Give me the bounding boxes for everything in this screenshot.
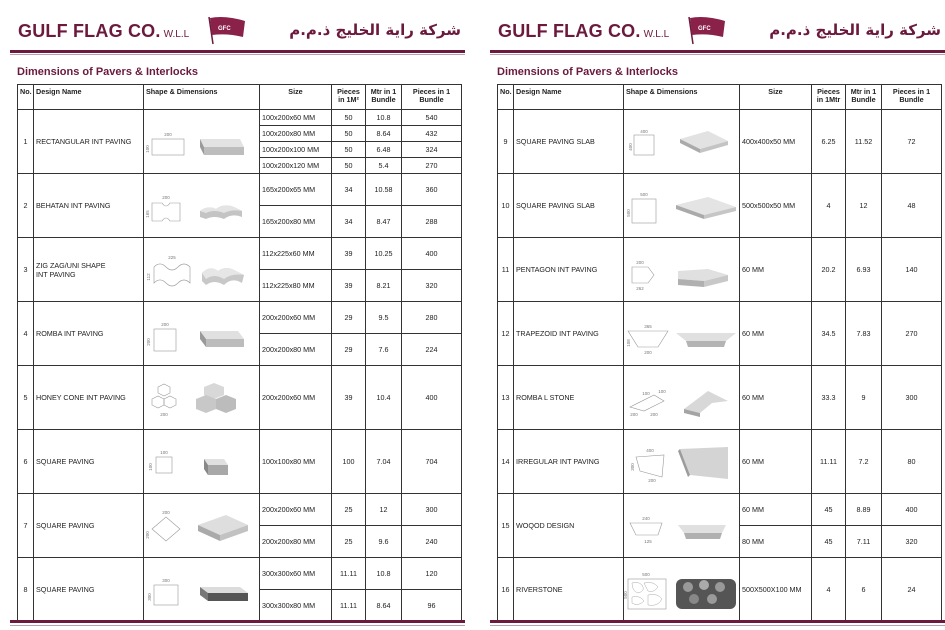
table-header-row: [498, 85, 942, 110]
dimension-label: 100: [145, 144, 150, 153]
cell-mtr: 9.5: [366, 302, 402, 334]
header-rule-thin: [490, 54, 945, 55]
dimension-label: 200: [162, 194, 170, 200]
cell-mtr: 7.04: [366, 430, 402, 494]
dimension-label: 400: [640, 128, 648, 134]
paver-shape-drawing: [624, 367, 740, 429]
table-header-row: [18, 85, 462, 110]
design-name: ROMBA INT PAVING: [34, 302, 144, 366]
cell-pieces: 34.5: [812, 302, 846, 366]
paver-3d-icon: [196, 383, 236, 413]
cell-mtr: 8.47: [366, 206, 402, 238]
dimension-label: 262: [636, 285, 644, 291]
dimension-label: 200: [146, 337, 151, 346]
paver-shape-drawing: [624, 175, 740, 237]
svg-text:GFC: GFC: [698, 26, 711, 32]
paver-3d-icon: [200, 331, 244, 347]
cell-bundle: 320: [402, 270, 462, 302]
cell-pieces: 25: [332, 526, 366, 558]
dimension-label: 200: [164, 131, 172, 137]
shape-dimensions: [144, 494, 260, 558]
shape-dimensions: [624, 494, 740, 558]
cell-bundle: 120: [402, 558, 462, 590]
arabic-brand-name: شركة راية الخليج ذ.م.م: [769, 21, 941, 39]
row-number: 3: [18, 238, 34, 302]
shape-dimensions: [624, 174, 740, 238]
cell-bundle: 320: [882, 526, 942, 558]
row-number: 14: [498, 430, 514, 494]
cell-bundle: 80: [882, 430, 942, 494]
cell-mtr: 6.93: [846, 238, 882, 302]
dimension-label: 108: [626, 338, 631, 347]
cell-bundle: 360: [402, 174, 462, 206]
cell-pieces: 50: [332, 142, 366, 158]
cell-pieces: 20.2: [812, 238, 846, 302]
cell-size: 200x200x60 MM: [260, 494, 332, 526]
cell-pieces: 39: [332, 270, 366, 302]
left-page: [10, 0, 465, 630]
paver-shape-drawing: [144, 239, 260, 301]
cell-pieces: 50: [332, 126, 366, 142]
cell-mtr: 10.4: [366, 366, 402, 430]
paver-shape-drawing: [144, 559, 260, 621]
pavers-table-left: [17, 84, 462, 622]
paver-shape-drawing: [624, 303, 740, 365]
header-rule: [10, 50, 465, 53]
cell-mtr: 6: [846, 558, 882, 622]
dimension-label: 500: [642, 571, 650, 577]
row-number: 6: [18, 430, 34, 494]
table-row: [18, 430, 462, 494]
paver-shape-drawing: [624, 559, 740, 621]
row-number: 7: [18, 494, 34, 558]
col-pieces: Pieces in 1Mtr: [812, 85, 846, 110]
cell-bundle: 300: [402, 494, 462, 526]
cell-bundle: 288: [402, 206, 462, 238]
cell-size: 165x200x65 MM: [260, 174, 332, 206]
cell-size: 60 MM: [740, 366, 812, 430]
brand-name: GULF FLAG CO. W.L.L: [18, 21, 190, 41]
cell-size: 100x200x100 MM: [260, 142, 332, 158]
design-name: ZIG ZAG/UNI SHAPE INT PAVING: [34, 238, 144, 302]
flag-logo-icon: [205, 15, 249, 45]
cell-bundle: 48: [882, 174, 942, 238]
cell-mtr: 11.52: [846, 110, 882, 174]
page-header: [490, 12, 945, 46]
cell-mtr: 8.21: [366, 270, 402, 302]
cell-bundle: 96: [402, 590, 462, 622]
dimension-label: 240: [642, 515, 650, 521]
shape-dimensions: [624, 110, 740, 174]
shape-dimensions: [144, 174, 260, 238]
paver-3d-icon: [200, 587, 248, 601]
row-number: 2: [18, 174, 34, 238]
cell-bundle: 704: [402, 430, 462, 494]
col-shape: Shape & Dimensions: [144, 85, 260, 110]
flag-logo-icon: [685, 15, 729, 45]
dimension-label: 500: [623, 590, 628, 599]
dimension-label: 365: [644, 323, 652, 329]
cell-size: 165x200x80 MM: [260, 206, 332, 238]
page-header: [10, 12, 465, 46]
cell-size: 500x500x50 MM: [740, 174, 812, 238]
cell-mtr: 5.4: [366, 158, 402, 174]
design-name: SQUARE PAVING: [34, 430, 144, 494]
cell-pieces: 39: [332, 366, 366, 430]
col-no: No.: [18, 85, 34, 110]
dimension-label: 300: [147, 592, 152, 601]
cell-pieces: 4: [812, 558, 846, 622]
design-name: TRAPEZOID INT PAVING: [514, 302, 624, 366]
shape-dimensions: [144, 558, 260, 622]
paver-shape-drawing: [144, 175, 260, 237]
table-row: [18, 558, 462, 590]
paver-3d-icon: [204, 459, 228, 475]
cell-pieces: 25: [332, 494, 366, 526]
table-row: [498, 558, 942, 622]
cell-size: 100x200x120 MM: [260, 158, 332, 174]
paver-3d-icon: [676, 197, 736, 219]
cell-bundle: 540: [402, 110, 462, 126]
paver-3d-icon: [678, 447, 728, 479]
design-name: HONEY CONE INT PAVING: [34, 366, 144, 430]
table-row: [498, 430, 942, 494]
col-design-name: Design Name: [34, 85, 144, 110]
dimension-label: 500: [626, 208, 631, 217]
table-row: [18, 302, 462, 334]
design-name: SQUARE PAVING: [34, 558, 144, 622]
row-number: 9: [498, 110, 514, 174]
footer-rule: [490, 620, 945, 623]
dimension-label: 200: [145, 530, 150, 539]
design-name: BEHATAN INT PAVING: [34, 174, 144, 238]
row-number: 10: [498, 174, 514, 238]
table-row: [18, 174, 462, 206]
table-row: [498, 110, 942, 174]
dimension-label: 112: [146, 272, 151, 281]
dimension-label: 200: [630, 411, 638, 417]
cell-bundle: 300: [882, 366, 942, 430]
paver-shape-drawing: [624, 495, 740, 557]
design-name: PENTAGON INT PAVING: [514, 238, 624, 302]
cell-size: 200x200x60 MM: [260, 366, 332, 430]
dimension-label: 300: [630, 462, 635, 471]
paver-shape-drawing: [144, 431, 260, 493]
cell-mtr: 10.8: [366, 110, 402, 126]
header-rule-thin: [10, 54, 465, 55]
paver-3d-icon: [680, 131, 728, 153]
row-number: 13: [498, 366, 514, 430]
cell-pieces: 11.11: [332, 590, 366, 622]
cell-size: 100x200x80 MM: [260, 126, 332, 142]
col-mtr: Mtr in 1 Bundle: [846, 85, 882, 110]
paver-shape-drawing: [624, 431, 740, 493]
dimension-label: 100: [658, 388, 666, 394]
table-row: [498, 174, 942, 238]
dimension-label: 200: [160, 411, 168, 417]
footer-rule: [10, 620, 465, 623]
cell-size: 400x400x50 MM: [740, 110, 812, 174]
cell-pieces: 29: [332, 334, 366, 366]
col-pieces: Pieces in 1M²: [332, 85, 366, 110]
cell-pieces: 11.11: [812, 430, 846, 494]
col-bundle: Pieces in 1 Bundle: [882, 85, 942, 110]
cell-mtr: 10.58: [366, 174, 402, 206]
table-row: [498, 238, 942, 302]
cell-pieces: 39: [332, 238, 366, 270]
row-number: 12: [498, 302, 514, 366]
cell-mtr: 12: [366, 494, 402, 526]
cell-mtr: 7.83: [846, 302, 882, 366]
cell-size: 100x100x80 MM: [260, 430, 332, 494]
paver-3d-icon: [678, 525, 726, 539]
table-row: [18, 238, 462, 270]
cell-pieces: 34: [332, 206, 366, 238]
cell-bundle: 280: [402, 302, 462, 334]
right-page: [490, 0, 945, 630]
cell-size: 112x225x80 MM: [260, 270, 332, 302]
dimension-label: 200: [162, 509, 170, 515]
cell-size: 60 MM: [740, 430, 812, 494]
cell-size: 200x200x80 MM: [260, 526, 332, 558]
cell-pieces: 29: [332, 302, 366, 334]
cell-bundle: 400: [402, 238, 462, 270]
cell-pieces: 34: [332, 174, 366, 206]
cell-size: 60 MM: [740, 302, 812, 366]
cell-mtr: 6.48: [366, 142, 402, 158]
table-row: [18, 110, 462, 126]
col-mtr: Mtr in 1 Bundle: [366, 85, 402, 110]
shape-dimensions: [144, 366, 260, 430]
cell-pieces: 33.3: [812, 366, 846, 430]
paver-shape-drawing: [144, 367, 260, 429]
cell-bundle: 24: [882, 558, 942, 622]
shape-dimensions: [144, 430, 260, 494]
cell-size: 300x300x60 MM: [260, 558, 332, 590]
dimension-label: 200: [636, 259, 644, 265]
dimension-label: 100: [160, 449, 168, 455]
table-row: [498, 494, 942, 526]
paver-shape-drawing: [144, 495, 260, 557]
shape-dimensions: [624, 366, 740, 430]
table-row: [498, 366, 942, 430]
dimension-label: 165: [145, 209, 150, 218]
svg-text:GFC: GFC: [218, 26, 231, 32]
dimension-label: 300: [162, 577, 170, 583]
cell-size: 300x300x80 MM: [260, 590, 332, 622]
table-row: [498, 302, 942, 366]
row-number: 15: [498, 494, 514, 558]
cell-pieces: 11.11: [332, 558, 366, 590]
cell-size: 200x200x60 MM: [260, 302, 332, 334]
cell-pieces: 6.25: [812, 110, 846, 174]
cell-bundle: 324: [402, 142, 462, 158]
paver-3d-icon: [684, 391, 728, 417]
cell-size: 200x200x80 MM: [260, 334, 332, 366]
cell-size: 500X500X100 MM: [740, 558, 812, 622]
cell-pieces: 45: [812, 526, 846, 558]
design-name: ROMBA L STONE: [514, 366, 624, 430]
paver-3d-icon: [200, 139, 244, 155]
cell-mtr: 9: [846, 366, 882, 430]
shape-dimensions: [144, 238, 260, 302]
cell-bundle: 224: [402, 334, 462, 366]
section-title: Dimensions of Pavers & Interlocks: [497, 66, 678, 78]
design-name: SQUARE PAVING SLAB: [514, 174, 624, 238]
design-name: WOQOD DESIGN: [514, 494, 624, 558]
brand-name: GULF FLAG CO. W.L.L: [498, 21, 670, 41]
section-title: Dimensions of Pavers & Interlocks: [17, 66, 198, 78]
cell-mtr: 7.11: [846, 526, 882, 558]
paver-3d-icon: [676, 333, 736, 347]
cell-mtr: 12: [846, 174, 882, 238]
cell-mtr: 7.6: [366, 334, 402, 366]
col-size: Size: [740, 85, 812, 110]
paver-shape-drawing: [144, 303, 260, 365]
col-no: No.: [498, 85, 514, 110]
footer-rule-thin: [490, 625, 945, 626]
col-shape: Shape & Dimensions: [624, 85, 740, 110]
row-number: 11: [498, 238, 514, 302]
pavers-table-right: [497, 84, 942, 622]
paver-shape-drawing: [624, 111, 740, 173]
cell-size: 60 MM: [740, 494, 812, 526]
cell-mtr: 7.2: [846, 430, 882, 494]
shape-dimensions: [624, 430, 740, 494]
cell-mtr: 8.64: [366, 126, 402, 142]
design-name: IRREGULAR INT PAVING: [514, 430, 624, 494]
paver-3d-icon: [200, 205, 242, 219]
design-name: RECTANGULAR INT PAVING: [34, 110, 144, 174]
row-number: 5: [18, 366, 34, 430]
cell-size: 112x225x60 MM: [260, 238, 332, 270]
cell-mtr: 10.8: [366, 558, 402, 590]
design-name: SQUARE PAVING SLAB: [514, 110, 624, 174]
paver-3d-icon: [678, 269, 728, 287]
col-design-name: Design Name: [514, 85, 624, 110]
paver-3d-icon: [202, 268, 244, 285]
cell-pieces: 100: [332, 430, 366, 494]
col-size: Size: [260, 85, 332, 110]
shape-dimensions: [144, 302, 260, 366]
paver-shape-drawing: [144, 111, 260, 173]
paver-shape-drawing: [624, 239, 740, 301]
dimension-label: 500: [640, 191, 648, 197]
cell-mtr: 8.64: [366, 590, 402, 622]
shape-dimensions: [624, 302, 740, 366]
shape-dimensions: [624, 238, 740, 302]
cell-bundle: 400: [882, 494, 942, 526]
cell-bundle: 240: [402, 526, 462, 558]
cell-mtr: 10.25: [366, 238, 402, 270]
table-row: [18, 494, 462, 526]
cell-size: 100x200x60 MM: [260, 110, 332, 126]
cell-size: 60 MM: [740, 238, 812, 302]
dimension-label: 200: [161, 321, 169, 327]
paver-3d-icon: [676, 579, 736, 609]
cell-bundle: 432: [402, 126, 462, 142]
cell-bundle: 140: [882, 238, 942, 302]
row-number: 16: [498, 558, 514, 622]
cell-size: 80 MM: [740, 526, 812, 558]
dimension-label: 400: [628, 142, 633, 151]
dimension-label: 200: [644, 349, 652, 355]
cell-mtr: 8.89: [846, 494, 882, 526]
row-number: 8: [18, 558, 34, 622]
dimension-label: 100: [148, 462, 153, 471]
dimension-label: 225: [168, 254, 176, 260]
paver-3d-icon: [198, 515, 248, 541]
row-number: 1: [18, 110, 34, 174]
footer-rule-thin: [10, 625, 465, 626]
dimension-label: 400: [646, 447, 654, 453]
cell-bundle: 72: [882, 110, 942, 174]
table-row: [18, 366, 462, 430]
cell-bundle: 270: [402, 158, 462, 174]
design-name: RIVERSTONE: [514, 558, 624, 622]
col-bundle: Pieces in 1 Bundle: [402, 85, 462, 110]
dimension-label: 125: [644, 538, 652, 544]
arabic-brand-name: شركة راية الخليج ذ.م.م: [289, 21, 461, 39]
shape-dimensions: [624, 558, 740, 622]
row-number: 4: [18, 302, 34, 366]
dimension-label: 200: [650, 411, 658, 417]
cell-pieces: 50: [332, 158, 366, 174]
header-rule: [490, 50, 945, 53]
cell-pieces: 45: [812, 494, 846, 526]
cell-pieces: 50: [332, 110, 366, 126]
cell-bundle: 270: [882, 302, 942, 366]
cell-bundle: 400: [402, 366, 462, 430]
dimension-label: 100: [642, 390, 650, 396]
cell-mtr: 9.6: [366, 526, 402, 558]
cell-pieces: 4: [812, 174, 846, 238]
dimension-label: 200: [648, 477, 656, 483]
design-name: SQUARE PAVING: [34, 494, 144, 558]
shape-dimensions: [144, 110, 260, 174]
